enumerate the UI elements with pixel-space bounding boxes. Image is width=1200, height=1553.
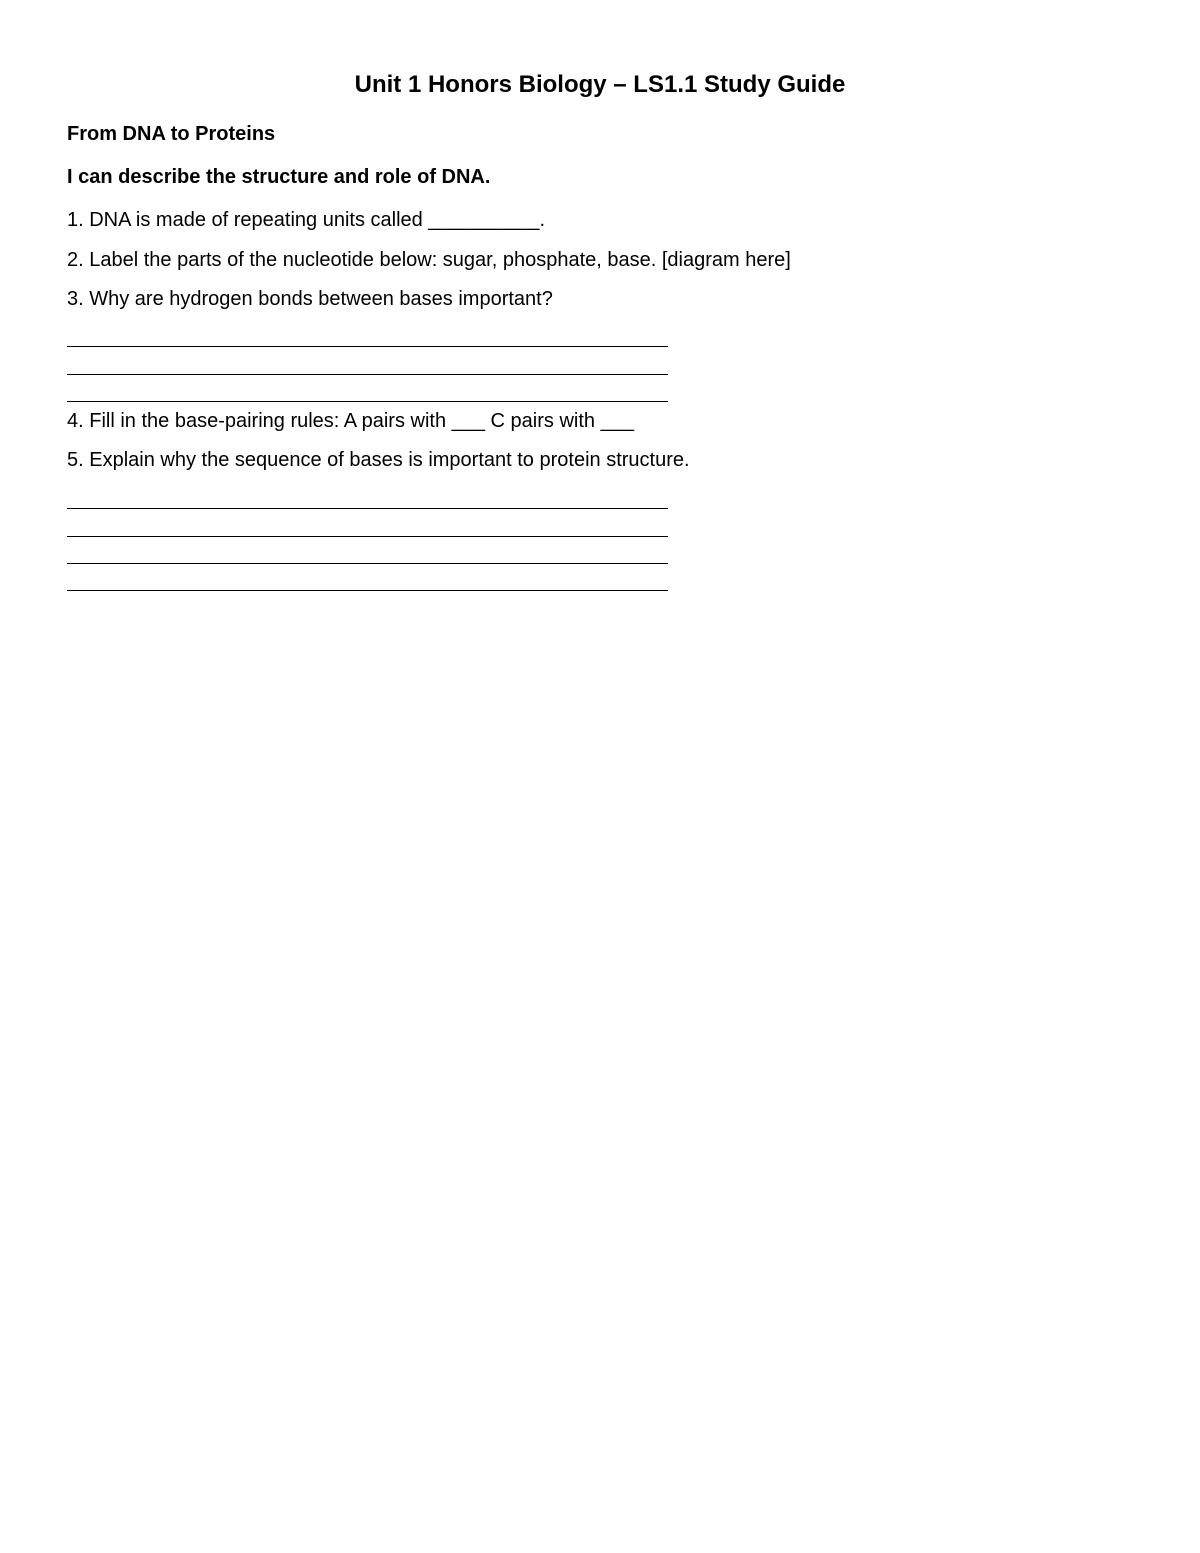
answer-line[interactable] [67,590,668,591]
question-3: 3. Why are hydrogen bonds between bases important? [67,288,553,310]
question-5: 5. Explain why the sequence of bases is important to protein structure. [67,449,690,471]
learning-objective: I can describe the structure and role of DNA. [67,166,491,188]
section-heading: From DNA to Proteins [67,123,276,145]
question-1: 1. DNA is made of repeating units called __________. [67,209,546,231]
answer-line[interactable] [67,346,668,347]
answer-line[interactable] [67,374,668,375]
answer-line[interactable] [67,563,668,564]
page-title: Unit 1 Honors Biology – LS1.1 Study Guide [354,71,846,98]
answer-line[interactable] [67,401,668,402]
answer-line[interactable] [67,536,668,537]
question-4: 4. Fill in the base-pairing rules: A pairs with ___ C pairs with ___ [67,410,634,432]
answer-line[interactable] [67,508,668,509]
question-2: 2. Label the parts of the nucleotide below: sugar, phosphate, base. [diagram here] [67,249,791,271]
